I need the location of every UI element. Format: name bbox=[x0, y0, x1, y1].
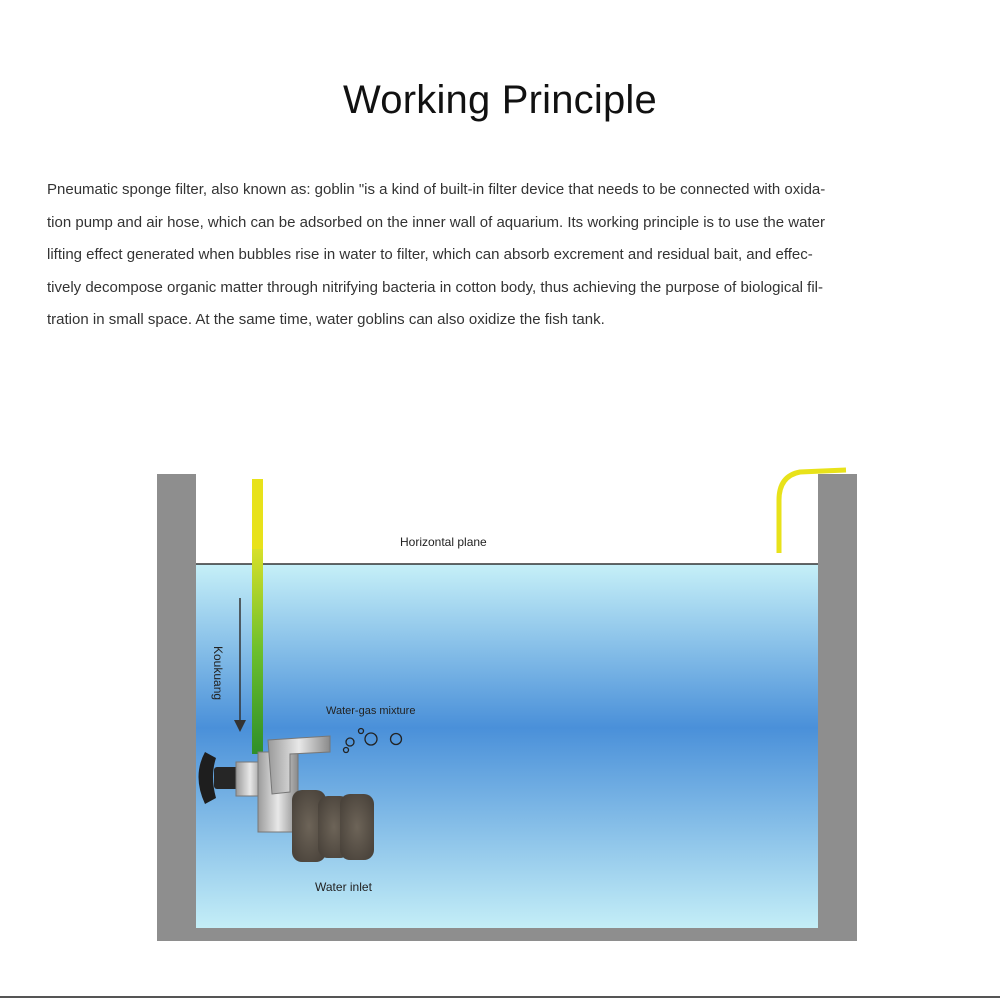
paragraph-line: Pneumatic sponge filter, also known as: goblin "is a kind of built-in filter device that needs to be connected with oxida- bbox=[47, 181, 826, 198]
page-title: Working Principle bbox=[343, 78, 657, 122]
horizontal-plane-label: Horizontal plane bbox=[400, 535, 487, 549]
bottom-divider bbox=[0, 996, 1000, 998]
air-hose-tube bbox=[252, 479, 263, 559]
paragraph-line: lifting effect generated when bubbles rise in water to filter, which can absorb excrement and residual bait, and effec- bbox=[47, 246, 813, 263]
sponge-block bbox=[340, 794, 374, 860]
paragraph-line: tion pump and air hose, which can be adsorbed on the inner wall of aquarium. Its working principle is to use the water bbox=[47, 213, 825, 231]
tank-bottom bbox=[157, 928, 857, 941]
water-gas-mixture-label: Water-gas mixture bbox=[326, 705, 416, 717]
lift-tube bbox=[252, 549, 263, 754]
paragraph-line: tration in small space. At the same time, water goblins can also oxidize the fish tank. bbox=[47, 311, 605, 328]
tank-right-wall bbox=[818, 474, 857, 941]
tank-left-wall bbox=[157, 474, 196, 941]
water-inlet-label: Water inlet bbox=[315, 880, 372, 894]
koukuang-label: Koukuang bbox=[211, 646, 225, 701]
paragraph-line: tively decompose organic matter through nitrifying bacteria in cotton body, thus achieving the purpose of biological fil- bbox=[47, 278, 823, 296]
